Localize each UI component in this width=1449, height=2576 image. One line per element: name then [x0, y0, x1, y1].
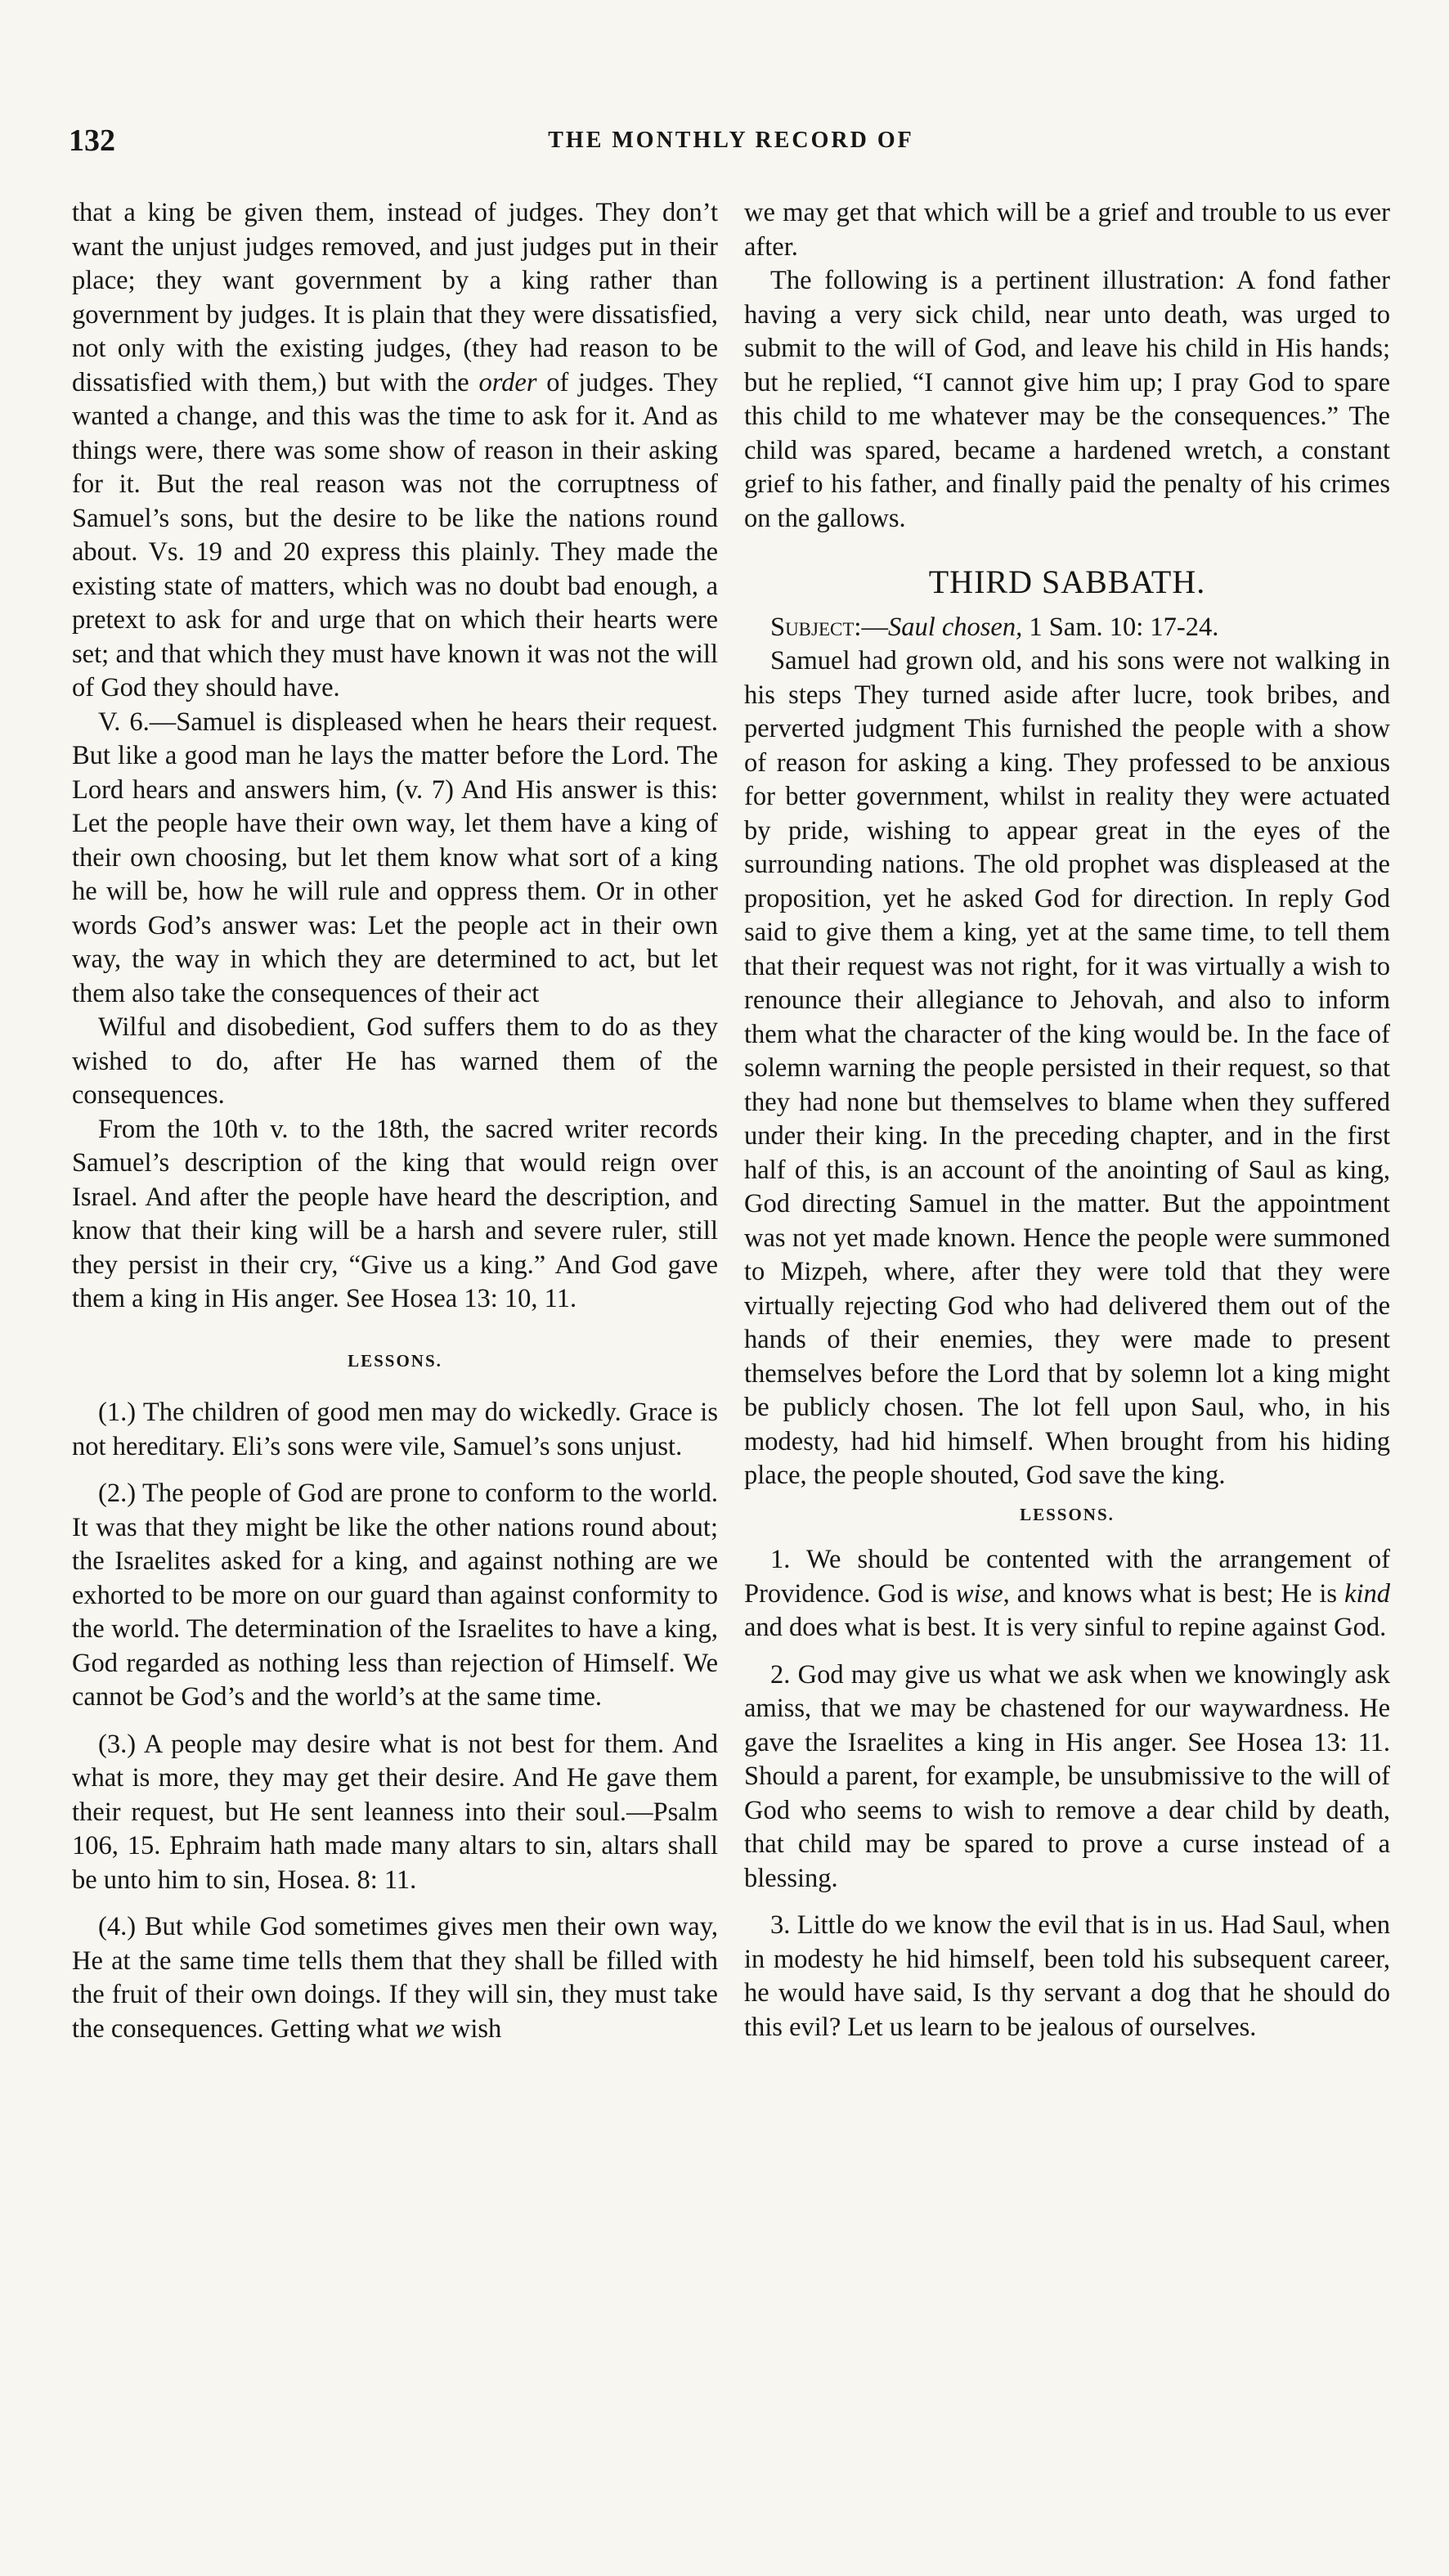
page-number: 132	[69, 123, 115, 158]
lesson-item: (3.) A people may desire what is not best for them. And what is more, they may get their desire. And He gave them their request, but He sent leanness into their soul.—Psalm 106, 15. Ephraim hath made many altars to sin, altars shall be unto him to sin, Hosea. 8: 11.	[72, 1729, 718, 1895]
paragraph: From the 10th v. to the 18th, the sacred writer records Samuel’s description of the king that would reign over Israel. And after the people have heard the description, and know that their king will be a harsh and severe ruler, still they persist in their cry, “Give us a king.” And God gave them a king in His anger. See Hosea 13: 10, 11.	[72, 1114, 718, 1313]
left-column	[72, 196, 718, 2046]
lesson-item: (2.) The people of God are prone to conform to the world. It was that they might be like the other nations round about; the Israelites asked for a king, and against nothing are we exhorted to be more on our guard than against conformity to the world. The determination of the Israelites to have a king, God regarded as nothing less than rejection of Himself. We cannot be God’s and the world’s at the same time.	[72, 1479, 718, 1712]
lesson-item: 2. God may give us what we ask when we knowingly ask amiss, that we may be chastened for our waywardness. He gave the Israelites a king in His anger. See Hosea 13: 11. Should a parent, for example, be unsubmissive to the will of God who seems to wish to remove a dear child by death, that child may be spared to prove a curse instead of a blessing.	[744, 1659, 1390, 1893]
page-header	[69, 123, 1393, 172]
paragraph: Wilful and disobedient, God suffers them to do as they wished to do, after He has warned them of the consequences.	[72, 1012, 718, 1110]
lesson-item: (4.) But while God sometimes gives men their own way, He at the same time tells them that they shall be filled with the fruit of their own doings. If they will sin, they must take the consequences. Getting what we wish	[72, 1912, 718, 2044]
paragraph: Samuel had grown old, and his sons were not walking in his steps They turned aside after lucre, took bribes, and perverted judgment This furnished the people with a show of reason for asking a king. They professed to be anxious for better government, whilst in reality they were actuated by pride, wishing to appear great in the eyes of the surrounding nations. The old prophet was displeased at the proposition, yet he asked God for direction. In reply God said to give them a king, yet at the same time, to tell them that their request was not right, for it was virtually a wish to renounce their allegiance to Jehovah, and also to inform them what the character of the king would be. In the face of solemn warning the people persisted in their request, so that they had none but themselves to blame when they suffered under their king. In the preceding chapter, and in the first half of this, is an account of the anointing of Saul as king, God directing Samuel in the matter. But the appointment was not yet made known. Hence the people were summoned to Mizpeh, where, after they were told that they were virtually rejecting God who had delivered them out of the hands of their enemies, they were made to present themselves before the Lord that by solemn lot a king might be publicly chosen. The lot fell upon Saul, who, in his modesty, had hid himself. When brought from his hiding place, the people shouted, God save the king.	[744, 646, 1390, 1490]
running-title: THE MONTHLY RECORD OF	[548, 128, 914, 153]
paragraph: we may get that which will be a grief and trouble to us ever after.	[744, 198, 1390, 262]
lesson-item: 1. We should be contented with the arrangement of Providence. God is wise, and knows what is best; He is kind and does what is best. It is very sinful to repine against God.	[744, 1545, 1390, 1642]
lesson-item: 3. Little do we know the evil that is in us. Had Saul, when in modesty he hid himself, been told his subsequent career, he would have said, Is thy servant a dog that he should do this evil? Let us learn to be jealous of ourselves.	[744, 1910, 1390, 2042]
right-column	[744, 196, 1390, 2044]
section-title: THIRD SABBATH.	[928, 563, 1206, 600]
paragraph: The following is a pertinent illustration: A fond father having a very sick child, near unto death, was urged to submit to the will of God, and leave his child in His hands; but he replied, “I cannot give him up; I pray God to spare this child to me whatever may be the consequences.” The child was spared, became a hardened wretch, a constant grief to his father, and finally paid the penalty of his crimes on the gallows.	[744, 266, 1390, 533]
lessons-heading: LESSONS.	[348, 1350, 442, 1371]
lesson-item: (1.) The children of good men may do wickedly. Grace is not hereditary. Eli’s sons were vile, Samuel’s sons unjust.	[72, 1398, 718, 1461]
paragraph: that a king be given them, instead of judges. They don’t want the unjust judges removed, and just judges put in their place; they want government by a king rather than government by judges. It is plain that they were dissatisfied, not only with the existing judges, (they had reason to be dissatisfied with them,) but with the order of judges. They wanted a change, and this was the time to ask for it. And as things were, there was some show of reason in their asking for it. But the real reason was not the corruptness of Samuel’s sons, but the desire to be like the nations round about. Vs. 19 and 20 express this plainly. They made the existing state of matters, which was no doubt bad enough, a pretext to ask for and urge that on which their hearts were set; and that which they must have known it was not the will of God they should have.	[72, 198, 718, 702]
lessons-heading: LESSONS.	[1020, 1504, 1115, 1524]
paragraph: V. 6.—Samuel is displeased when he hears their request. But like a good man he lays the matter before the Lord. The Lord hears and answers him, (v. 7) And His answer is this: Let the people have their own way, let them have a king of their own choosing, but let them know what sort of a king he will be, how he will rule and oppress them. Or in other words God’s answer was: Let the people act in their own way, the way in which they are determined to act, but let them also take the consequences of their act	[72, 707, 718, 1008]
subject-line: Subject:—Saul chosen, 1 Sam. 10: 17-24.	[770, 612, 1219, 642]
